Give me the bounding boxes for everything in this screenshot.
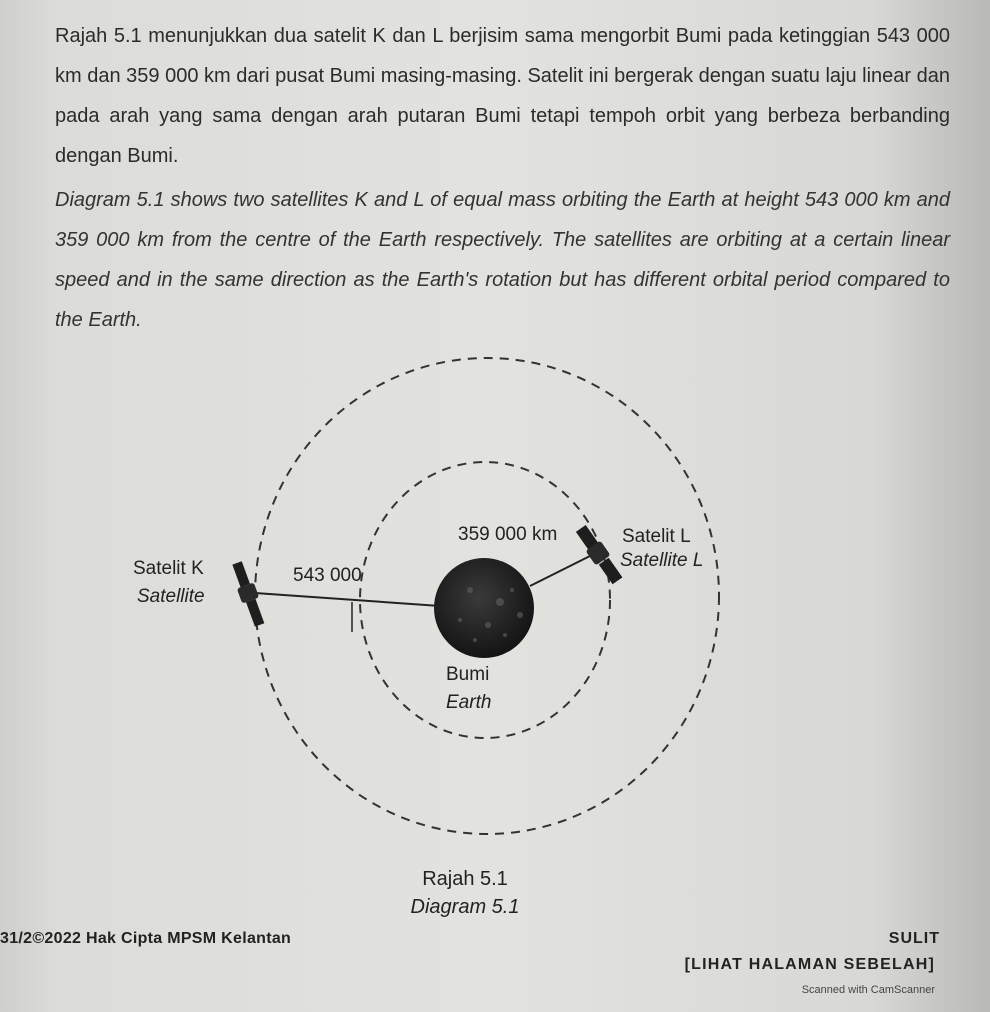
satellite-k-label: Satelit K xyxy=(133,558,204,579)
question-text-english: Diagram 5.1 shows two satellites K and L of equal mass orbiting the Earth at height 543 000 km and 359 000 km from the centre of the Earth respectively. The satellites are orbiting at a certain linear speed and in the same direction as the Earth's rotation but has different orbital period compared to the Earth. xyxy=(55,189,950,331)
diagram-caption-en: Diagram 5.1 xyxy=(410,896,520,918)
diagram-caption: Rajah 5.1 xyxy=(422,868,508,890)
earth xyxy=(434,558,534,658)
earth-label-en: Earth xyxy=(446,692,492,713)
status-label: SULIT xyxy=(888,930,940,947)
radius-line-k xyxy=(255,593,440,606)
satellite-l-icon xyxy=(573,523,624,586)
question-text-malay: Rajah 5.1 menunjukkan dua satelit K dan L berjisim sama mengorbit Bumi pada ketinggian 543 000 km dan 359 000 km dari pusat Bumi masing-masing. Satelit ini bergerak dengan suatu laju linear dan pada arah yang sama dengan arah putaran Bumi tetapi tempoh orbit yang berbeza berbanding dengan Bumi. xyxy=(55,25,950,167)
radius-line-l xyxy=(530,553,596,586)
distance-k-label: 543 000 xyxy=(293,565,362,586)
satellite-l-label-en: Satellite L xyxy=(620,550,704,571)
earth-label: Bumi xyxy=(446,664,490,685)
satellite-k-label-en: Satellite xyxy=(137,586,205,607)
satellite-l-label: Satelit L xyxy=(622,526,691,547)
distance-l-label: 359 000 km xyxy=(458,524,558,545)
scanner-watermark: Scanned with CamScanner xyxy=(801,984,935,996)
orbit-diagram-svg xyxy=(0,340,990,940)
next-page-label: [LIHAT HALAMAN SEBELAH] xyxy=(684,956,935,973)
orbit-diagram xyxy=(0,340,990,940)
copyright-footer: 31/2©2022 Hak Cipta MPSM Kelantan xyxy=(0,930,292,947)
